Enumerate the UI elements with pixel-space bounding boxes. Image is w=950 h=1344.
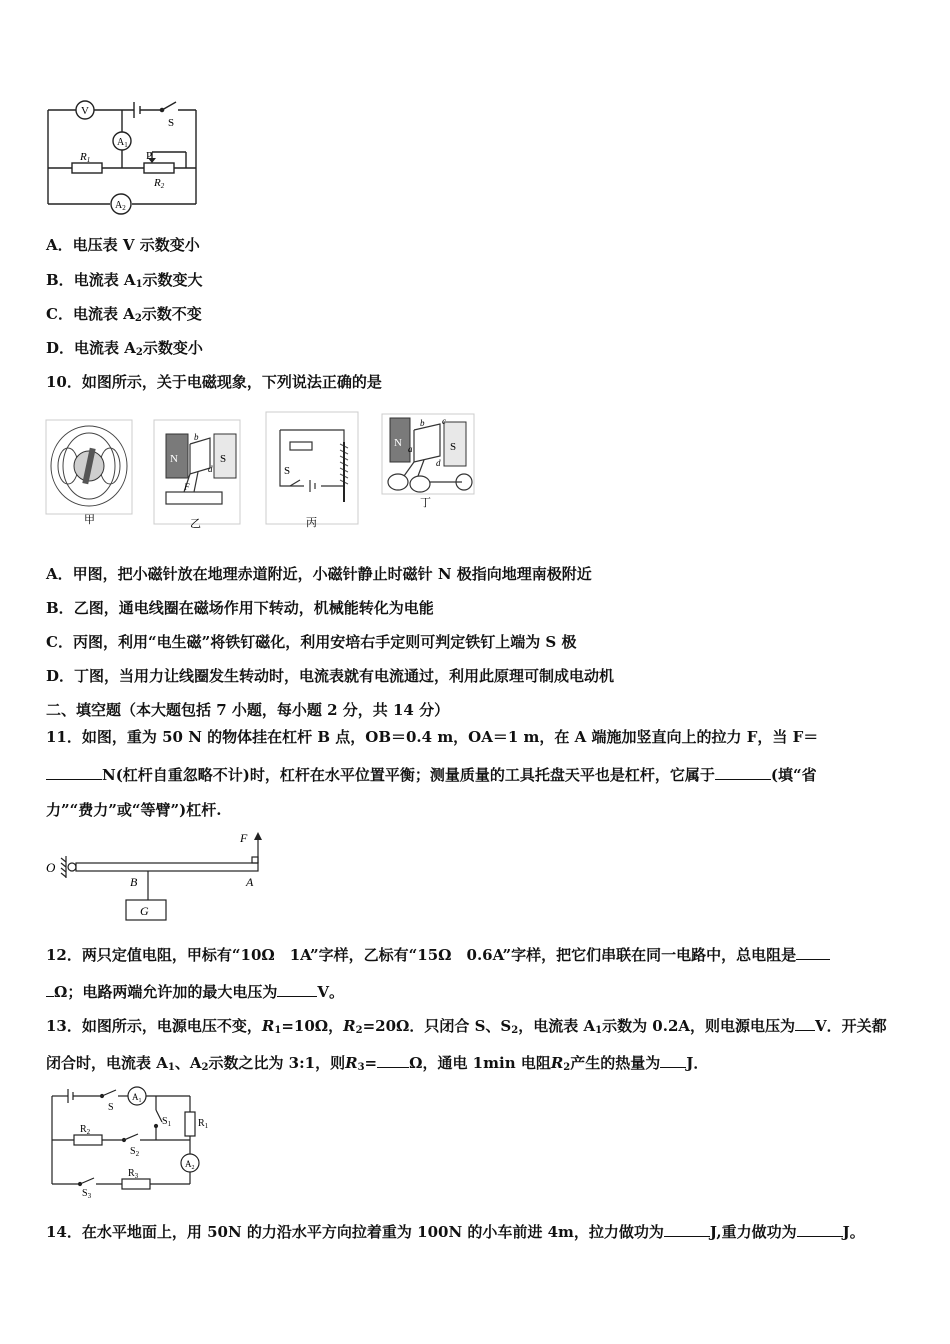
q12-blank-resistance-a[interactable] <box>796 945 830 960</box>
svg-text:c: c <box>442 416 446 426</box>
svg-text:S3: $S_3$ <box>82 1188 92 1198</box>
q11-lever-figure <box>44 828 274 924</box>
svg-text:a: a <box>408 444 413 454</box>
svg-text:S2: $S_2$ <box>130 1146 140 1158</box>
svg-text:d: d <box>436 458 441 468</box>
q12-line-1: 12．两只定值电阻，甲标有“10Ω 1A”字样，乙标有“15Ω 0.6A”字样，把它们串联在同一电路中，总电阻是 <box>46 945 830 965</box>
q11-line-2: N(杠杆自重忽略不计)时，杠杆在水平位置平衡；测量质量的工具托盘天平也是杠杆，它属于 (填“省 <box>46 765 817 785</box>
figure-bing <box>266 412 358 529</box>
q13-blank-voltage[interactable] <box>795 1016 815 1031</box>
svg-text:乙: 乙 <box>190 518 201 530</box>
svg-text:R2: R2 <box>154 177 165 190</box>
svg-text:A: A <box>246 875 254 889</box>
q11-line-3: 力”“费力”或“等臂”)杠杆. <box>46 801 222 819</box>
q13-circuit-svg <box>44 1084 224 1198</box>
q14-line: 14．在水平地面上，用 50N 的力沿水平方向拉着重为 100N 的小车前进 4m，拉力做功为 J,重力做功为 J。 <box>46 1223 865 1241</box>
svg-text:R3: $R_3$ <box>128 1168 139 1180</box>
svg-text:A1: $A_1$ <box>117 137 128 149</box>
svg-text:S: S <box>284 465 291 477</box>
section-2-title: 二、填空题（本大题包括 7 小题，每小题 2 分，共 14 分） <box>46 701 450 719</box>
svg-text:B: B <box>130 875 138 889</box>
q13-blank-r3[interactable] <box>377 1053 409 1068</box>
q10-figures <box>44 410 484 530</box>
svg-text:A2: $A_2$ <box>115 200 126 212</box>
q14-blank-gravity-work[interactable] <box>797 1222 843 1237</box>
q13-line-2: 闭合时，电流表 $A_1$、$A_2$示数之比为 3:1，则$R_3= \Omega$，通电 1min 电阻$R_2$产生的热量为 J． <box>46 1054 709 1073</box>
svg-text:P: P <box>146 150 153 162</box>
svg-text:d: d <box>208 464 213 474</box>
q13-blank-heat[interactable] <box>660 1053 686 1068</box>
q10-figures-svg <box>44 410 484 530</box>
q9-circuit-svg <box>44 96 204 216</box>
figure-jia <box>46 420 132 526</box>
q9-option-a: A．电压表 V 示数变小 <box>46 236 200 254</box>
q9-option-b: B．电流表 $A_1$示数变大 <box>46 271 203 290</box>
svg-text:V: V <box>81 105 89 117</box>
q11-blank-force[interactable] <box>46 765 102 780</box>
svg-text:R1: R1 <box>80 151 91 164</box>
svg-text:S: S <box>108 1102 114 1113</box>
q14-blank-pull-work[interactable] <box>664 1222 710 1237</box>
svg-text:S: S <box>168 117 175 129</box>
svg-text:N: N <box>170 453 178 465</box>
svg-text:b: b <box>420 418 425 428</box>
figure-yi <box>154 420 240 530</box>
q9-option-d: D．电流表 $A_2$示数变小 <box>46 339 203 358</box>
q13-circuit-figure <box>44 1084 224 1198</box>
svg-text:F: F <box>184 482 190 492</box>
q10-option-a: A．甲图，把小磁针放在地理赤道附近，小磁针静止时磁针 N 极指向地理南极附近 <box>46 565 592 583</box>
q9-circuit-figure <box>44 96 204 216</box>
q10-option-d: D．丁图，当用力让线圈发生转动时，电流表就有电流通过，利用此原理可制成电动机 <box>46 667 615 685</box>
svg-text:A1: $A_1$ <box>132 1092 142 1104</box>
svg-text:A2: $A_2$ <box>185 1159 195 1171</box>
svg-text:O: O <box>46 860 56 875</box>
q11-blank-lever-type[interactable] <box>715 765 771 780</box>
svg-text:S: S <box>450 441 457 453</box>
svg-text:F: F <box>240 831 248 845</box>
figure-ding <box>382 414 474 509</box>
svg-text:丁: 丁 <box>420 497 431 509</box>
svg-text:N: N <box>394 437 402 449</box>
q12-blank-resistance-b[interactable] <box>46 982 54 997</box>
q9-option-c: C．电流表 $A_2$示数不变 <box>46 305 202 324</box>
svg-text:S1: $S_1$ <box>162 1116 172 1128</box>
q12-blank-voltage[interactable] <box>277 982 317 997</box>
svg-text:甲: 甲 <box>84 514 95 526</box>
q13-line-1: 13．如图所示，电源电压不变，$R_1=10\Omega$，$R_2=20\Omega$．只闭合 S、$S_2$，电流表 $A_1$示数为 0.2A，则电源电压为 V．开关都 <box>46 1017 887 1036</box>
q10-stem: 10．如图所示，关于电磁现象，下列说法正确的是 <box>46 373 382 391</box>
svg-text:R2: $R_2$ <box>80 1124 91 1136</box>
q11-lever-svg <box>44 828 274 924</box>
svg-text:G: G <box>140 904 149 918</box>
q12-line-2: Ω；电路两端允许加的最大电压为 V。 <box>46 982 344 1002</box>
svg-text:b: b <box>194 432 199 442</box>
q10-option-b: B．乙图，通电线圈在磁场作用下转动，机械能转化为电能 <box>46 599 434 617</box>
q11-line-1: 11．如图，重为 50 N 的物体挂在杠杆 B 点，OB＝0.4 m，OA＝1 m，在 A 端施加竖直向上的拉力 F，当 F＝ <box>46 728 819 746</box>
svg-text:丙: 丙 <box>306 517 317 529</box>
svg-text:S: S <box>220 453 227 465</box>
q10-option-c: C．丙图，利用“电生磁”将铁钉磁化，利用安培右手定则可判定铁钉上端为 S 极 <box>46 633 577 651</box>
svg-text:R1: $R_1$ <box>198 1118 209 1130</box>
